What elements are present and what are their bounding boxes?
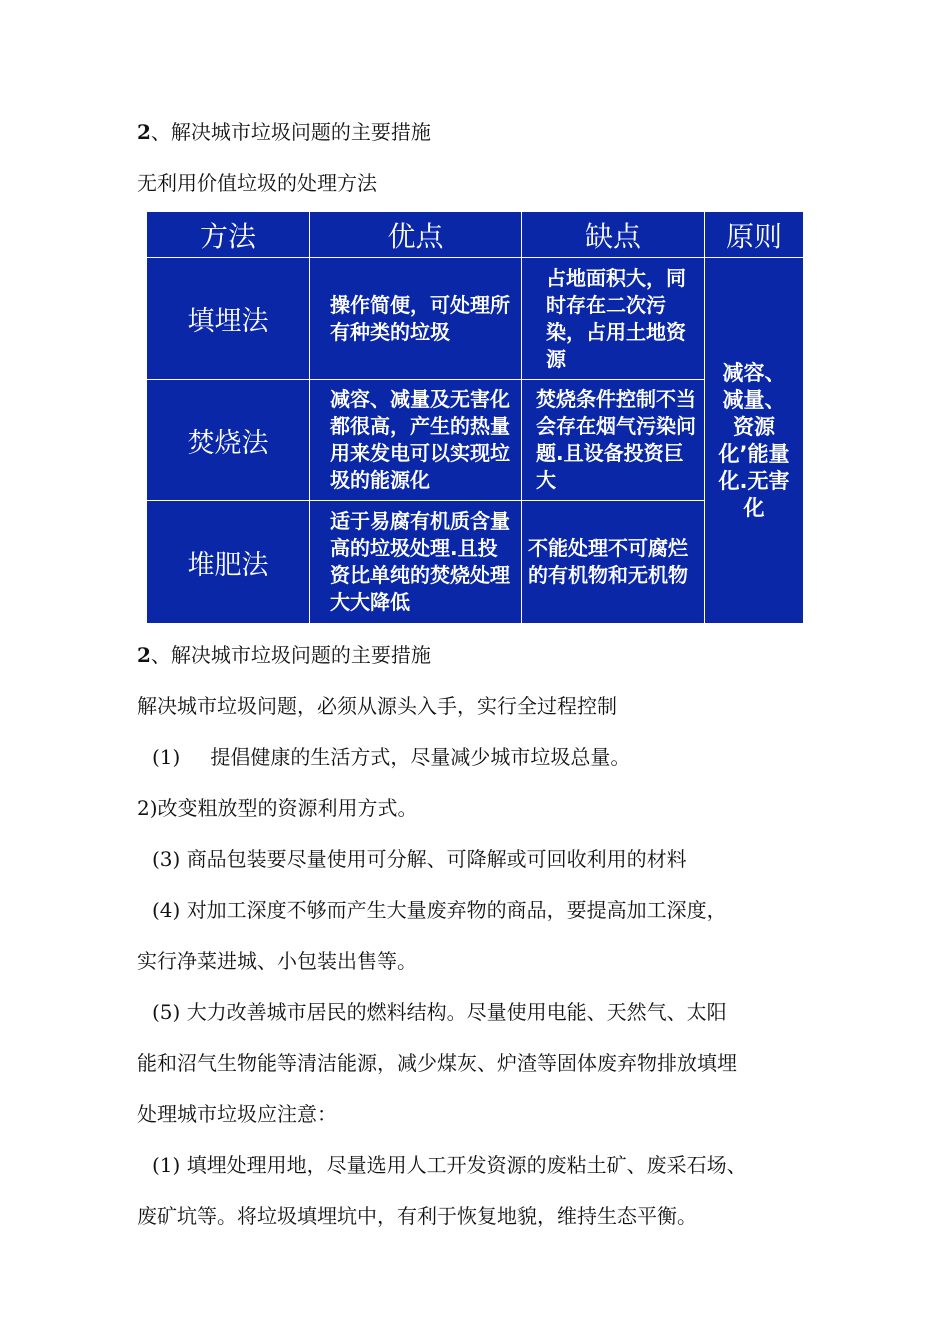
- pros-composting: 适于易腐有机质含量高的垃圾处理.且投资比单纯的焚烧处理大大降低: [310, 501, 522, 623]
- method-incineration: 焚烧法: [147, 380, 310, 501]
- subheading: 无利用价值垃圾的处理方法: [137, 171, 377, 195]
- note-1-line-2: 废矿坑等。将垃圾填埋坑中，有利于恢复地貌，维持生态平衡。: [137, 1204, 697, 1228]
- measure-5-line-1: (5) 大力改善城市居民的燃料结构。尽量使用电能、天然气、太阳: [152, 1000, 727, 1024]
- measure-3: (3) 商品包装要尽量使用可分解、可降解或可回收利用的材料: [152, 847, 687, 871]
- header-principle: 原则: [705, 212, 803, 258]
- notes-heading: 处理城市垃圾应注意：: [137, 1102, 337, 1126]
- method-composting: 堆肥法: [147, 501, 310, 623]
- methods-table: [147, 212, 803, 623]
- pros-incineration: 减容、减量及无害化都很高，产生的热量用来发电可以实现垃圾的能源化: [310, 380, 522, 501]
- header-cons: 缺点: [522, 212, 705, 258]
- measure-1: (1) 提倡健康的生活方式，尽量减少城市垃圾总量。: [152, 745, 631, 769]
- measure-4-line-2: 实行净菜进城、小包装出售等。: [137, 949, 417, 973]
- pros-landfill: 操作简便，可处理所有种类的垃圾: [310, 258, 522, 380]
- principle-cell: 减容、减量、资源化’能量化.无害化: [718, 360, 790, 520]
- header-method: 方法: [147, 212, 310, 258]
- measure-2: 2)改变粗放型的资源利用方式。: [137, 796, 418, 820]
- cons-incineration: 焚烧条件控制不当会存在烟气污染问题.且设备投资巨大: [522, 380, 705, 501]
- measure-4-line-1: (4) 对加工深度不够而产生大量废弃物的商品，要提高加工深度，: [152, 898, 727, 922]
- section-heading: 2、解决城市垃圾问题的主要措施: [137, 120, 431, 144]
- section-heading-2: 2、解决城市垃圾问题的主要措施: [137, 643, 431, 667]
- intro-text: 解决城市垃圾问题，必须从源头入手，实行全过程控制: [137, 694, 617, 718]
- header-pros: 优点: [310, 212, 522, 258]
- cons-composting: 不能处理不可腐烂的有机物和无机物: [522, 501, 705, 623]
- measure-5-line-2: 能和沼气生物能等清洁能源，减少煤灰、炉渣等固体废弃物排放填埋: [137, 1051, 737, 1075]
- cons-landfill: 占地面积大，同时存在二次污染，占用土地资源: [522, 258, 705, 380]
- note-1-line-1: (1) 填埋处理用地，尽量选用人工开发资源的废粘土矿、废采石场、: [152, 1153, 747, 1177]
- method-landfill: 填埋法: [147, 258, 310, 380]
